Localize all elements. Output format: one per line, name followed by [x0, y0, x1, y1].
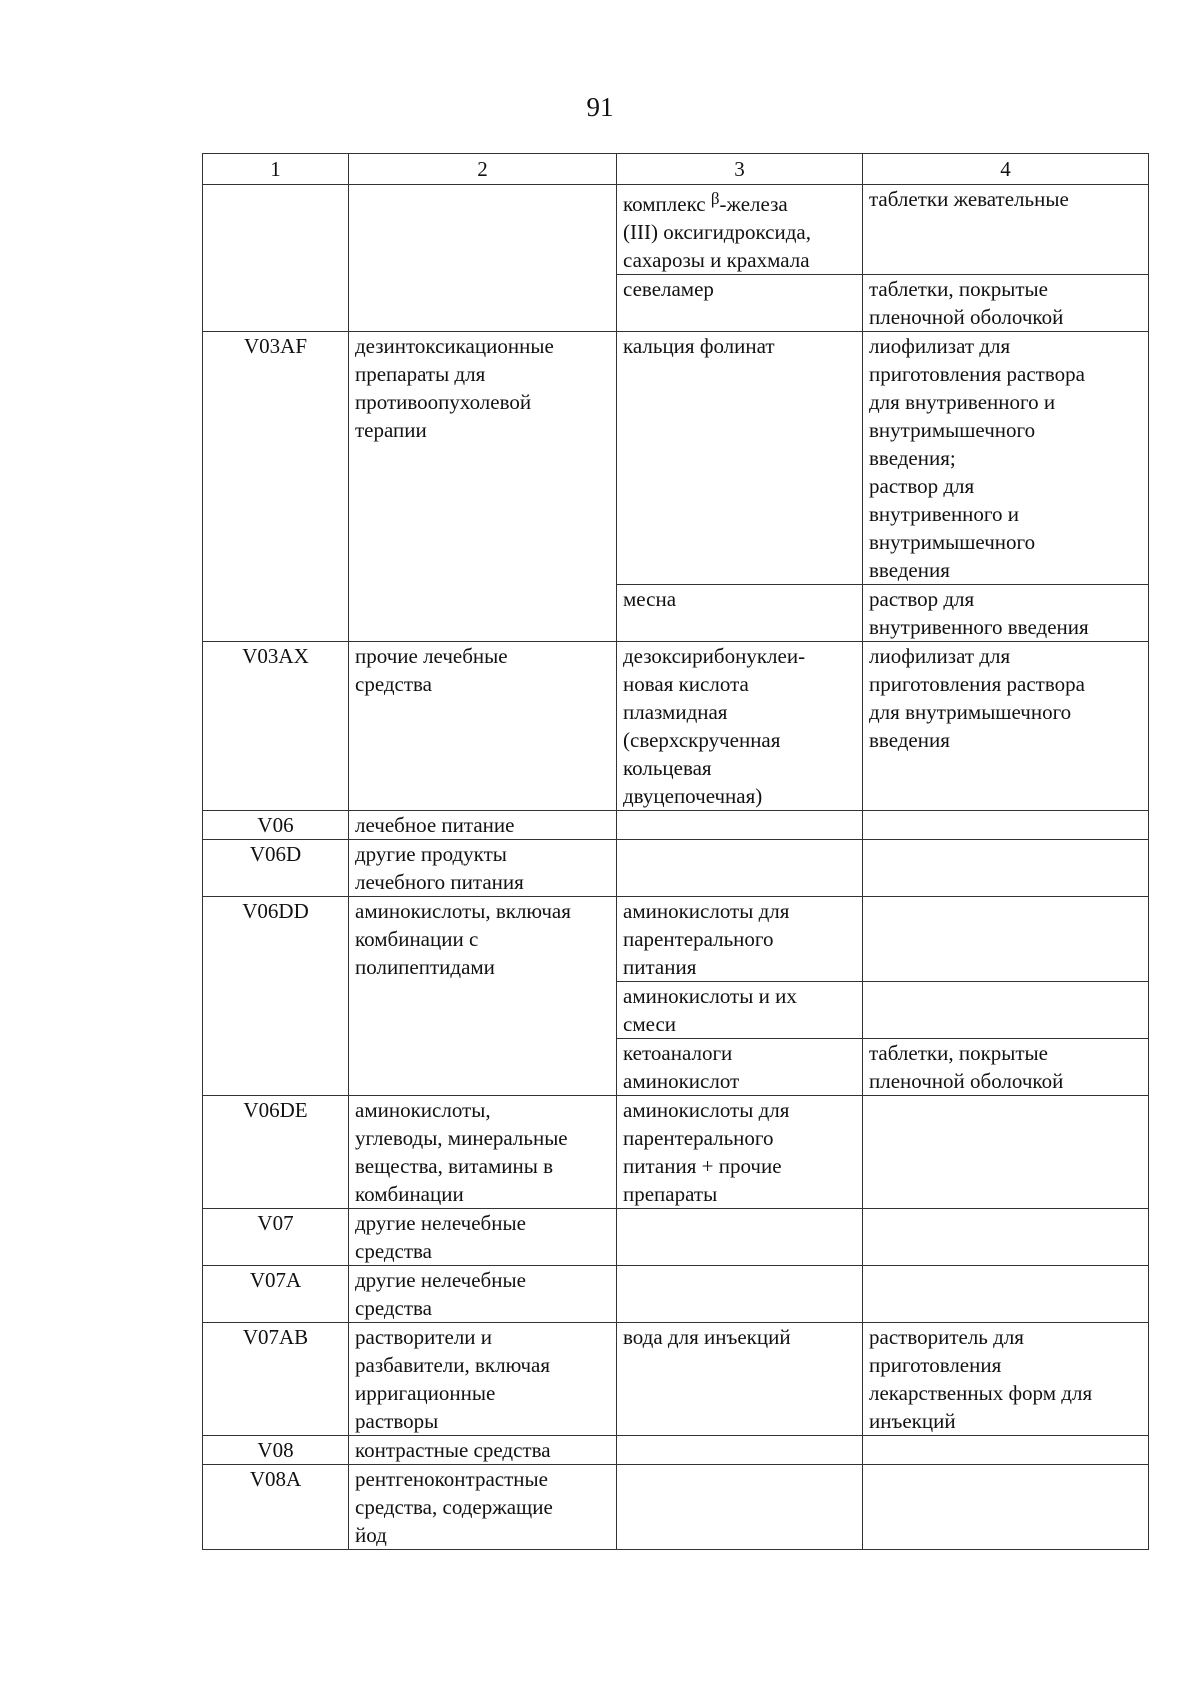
substance-cell: месна [617, 585, 863, 642]
group-name-cell: другие продукты лечебного питания [349, 840, 617, 897]
group-name-cell: аминокислоты, включая комбинации с полипептидами [349, 897, 617, 1096]
table-row [203, 811, 1149, 840]
substance-cell: вода для инъекций [617, 1323, 863, 1436]
table-row [203, 1465, 1149, 1550]
table-row [203, 642, 1149, 811]
substance-cell: севеламер [617, 275, 863, 332]
atc-code-cell: V03AF [203, 332, 349, 642]
table-row [203, 897, 1149, 982]
substance-cell: дезоксирибонуклеи- новая кислота плазмидная (сверхскрученная кольцевая двуцепочечная) [617, 642, 863, 811]
dosage-form-cell [863, 982, 1149, 1039]
substance-cell [617, 1465, 863, 1550]
substance-cell [617, 185, 863, 275]
atc-code-cell: V06DE [203, 1096, 349, 1209]
atc-code-cell: V07 [203, 1209, 349, 1266]
substance-cell: аминокислоты для парентерального питания [617, 897, 863, 982]
table-row [203, 1323, 1149, 1436]
substance-cell [617, 1266, 863, 1323]
substance-cell: аминокислоты для парентерального питания + прочие препараты [617, 1096, 863, 1209]
substance-cell [617, 1209, 863, 1266]
drug-classification-table [202, 153, 1149, 1550]
atc-code-cell: V06DD [203, 897, 349, 1096]
table-row [203, 1209, 1149, 1266]
group-name-cell: другие нелечебные средства [349, 1209, 617, 1266]
dosage-form-cell: лиофилизат для приготовления раствора для внутривенного и внутримышечного введения; раствор для внутривенного и внутримышечного введения [863, 332, 1149, 585]
dosage-form-cell [863, 1096, 1149, 1209]
atc-code-cell: V03AX [203, 642, 349, 811]
substance-cell [617, 811, 863, 840]
substance-cell: аминокислоты и их смеси [617, 982, 863, 1039]
table-row [203, 1096, 1149, 1209]
column-header-2: 2 [349, 154, 617, 185]
atc-code-cell: V08A [203, 1465, 349, 1550]
atc-code-cell: V06 [203, 811, 349, 840]
group-name-cell: контрастные средства [349, 1436, 617, 1465]
group-name-cell: другие нелечебные средства [349, 1266, 617, 1323]
column-header-4: 4 [863, 154, 1149, 185]
dosage-form-cell [863, 1266, 1149, 1323]
substance-text: -железа (III) оксигидроксида, сахарозы и крахмала [623, 192, 811, 272]
dosage-form-cell [863, 840, 1149, 897]
dosage-form-cell: растворитель для приготовления лекарственных форм для инъекций [863, 1323, 1149, 1436]
substance-cell: кальция фолинат [617, 332, 863, 585]
header-row [203, 154, 1149, 185]
atc-code-cell: V07AB [203, 1323, 349, 1436]
atc-code-cell [203, 185, 349, 332]
atc-code-cell: V08 [203, 1436, 349, 1465]
table-row [203, 185, 1149, 275]
beta-symbol: β [710, 189, 720, 208]
group-name-cell: лечебное питание [349, 811, 617, 840]
substance-cell [617, 840, 863, 897]
table-row [203, 332, 1149, 585]
dosage-form-cell: таблетки жевательные [863, 185, 1149, 275]
dosage-form-cell [863, 1465, 1149, 1550]
group-name-cell: прочие лечебные средства [349, 642, 617, 811]
dosage-form-cell [863, 1436, 1149, 1465]
dosage-form-cell: таблетки, покрытые пленочной оболочкой [863, 1039, 1149, 1096]
dosage-form-cell [863, 1209, 1149, 1266]
atc-code-cell: V07A [203, 1266, 349, 1323]
table-row [203, 1266, 1149, 1323]
table-row [203, 1436, 1149, 1465]
substance-cell: кетоаналоги аминокислот [617, 1039, 863, 1096]
substance-cell [617, 1436, 863, 1465]
group-name-cell: аминокислоты, углеводы, минеральные вещества, витамины в комбинации [349, 1096, 617, 1209]
table-row [203, 840, 1149, 897]
atc-code-cell: V06D [203, 840, 349, 897]
group-name-cell: рентгеноконтрастные средства, содержащие йод [349, 1465, 617, 1550]
dosage-form-cell: таблетки, покрытые пленочной оболочкой [863, 275, 1149, 332]
dosage-form-cell [863, 811, 1149, 840]
column-header-3: 3 [617, 154, 863, 185]
group-name-cell: растворители и разбавители, включая ирригационные растворы [349, 1323, 617, 1436]
group-name-cell [349, 185, 617, 332]
dosage-form-cell [863, 897, 1149, 982]
substance-text: комплекс [623, 192, 711, 216]
dosage-form-cell: раствор для внутривенного введения [863, 585, 1149, 642]
column-header-1: 1 [203, 154, 349, 185]
group-name-cell: дезинтоксикационные препараты для противоопухолевой терапии [349, 332, 617, 642]
dosage-form-cell: лиофилизат для приготовления раствора для внутримышечного введения [863, 642, 1149, 811]
page-number: 91 [586, 92, 614, 122]
